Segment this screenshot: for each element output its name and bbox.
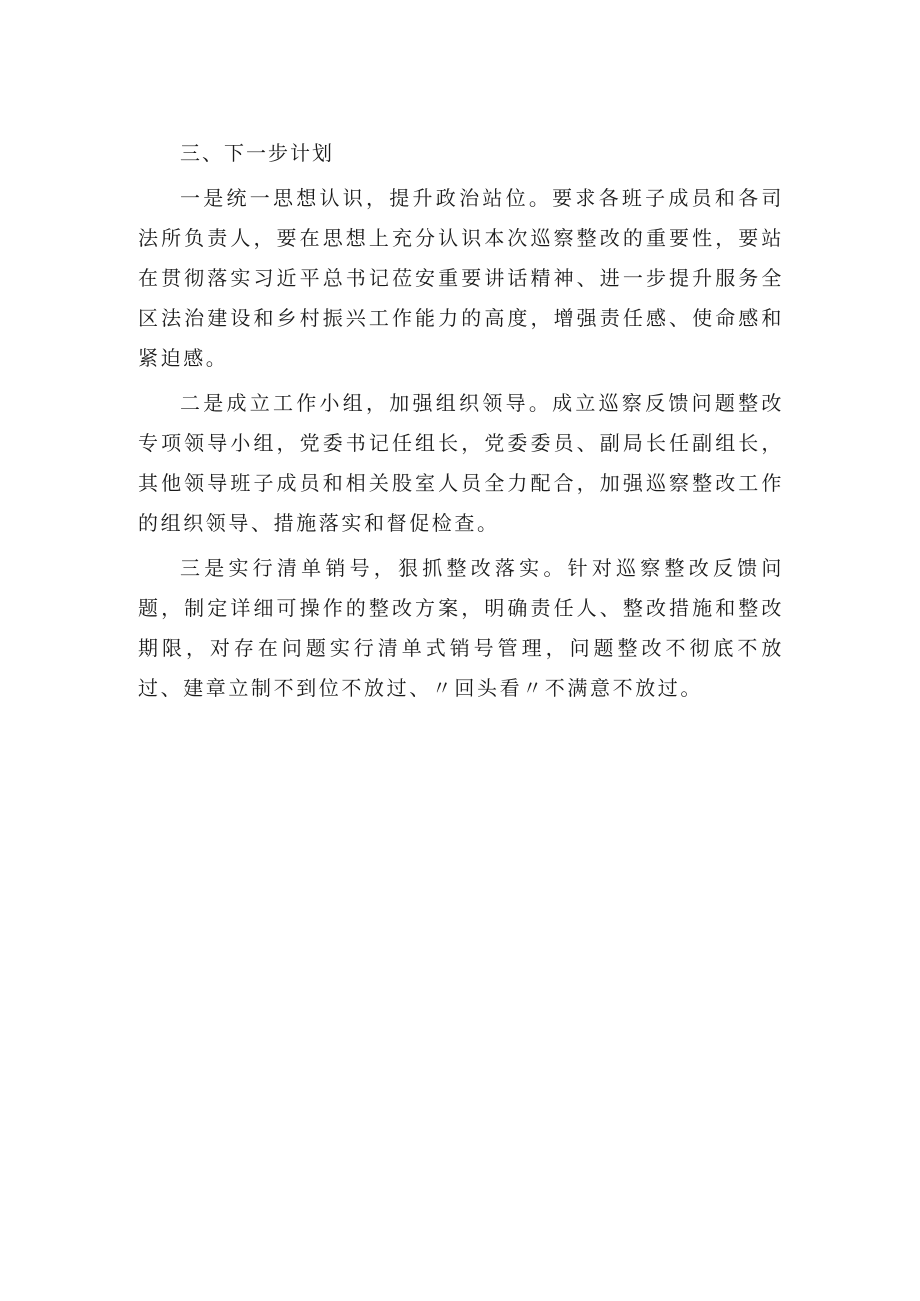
document-body [138, 133, 784, 713]
paragraph-checklist-rectification: 三是实行清单销号，狠抓整改落实。针对巡察整改反馈问题，制定详细可操作的整改方案，明确责任人、整改措施和整改期限，对存在问题实行清单式销号管理，问题整改不彻底不放过、建章立制不到位不放过、〃回头看〃不满意不放过。 [138, 556, 784, 700]
section-heading: 三、下一步计划 [180, 141, 334, 165]
paragraph-working-group: 二是成立工作小组，加强组织领导。成立巡察反馈问题整改专项领导小组，党委书记任组长，党委委员、副局长任副组长，其他领导班子成员和相关股室人员全力配合，加强巡察整改工作的组织领导、措施落实和督促检查。 [138, 391, 784, 535]
paragraph-unify-thinking: 一是统一思想认识，提升政治站位。要求各班子成员和各司法所负责人，要在思想上充分认识本次巡察整改的重要性，要站在贯彻落实习近平总书记莅安重要讲话精神、进一步提升服务全区法治建设和乡村振兴工作能力的高度，增强责任感、使命感和紧迫感。 [138, 186, 784, 370]
